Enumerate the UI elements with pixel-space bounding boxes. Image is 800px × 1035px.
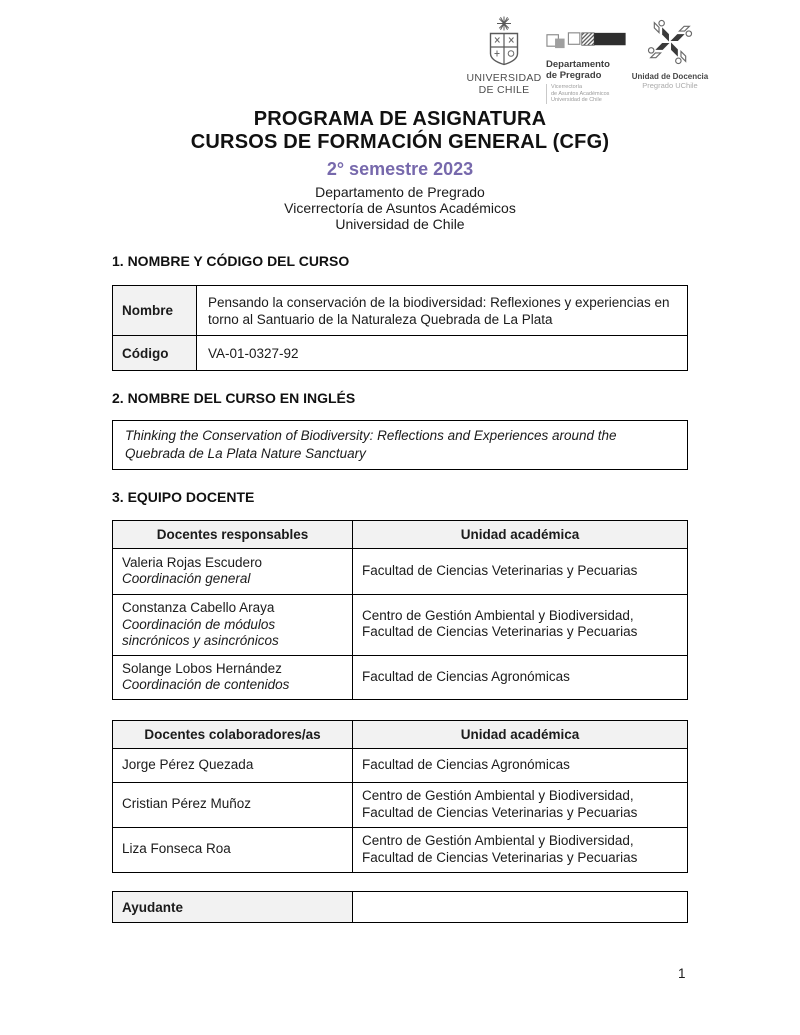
ayudante-label: Ayudante	[113, 892, 353, 923]
pregrado-logo	[546, 29, 628, 104]
nombre-label: Nombre	[113, 286, 197, 336]
docentes-colaboradores-table	[112, 720, 688, 873]
table-row	[113, 336, 688, 371]
table-row	[113, 749, 688, 783]
docente-name: Constanza Cabello Araya	[122, 600, 275, 615]
document-title-line1: PROGRAMA DE ASIGNATURA	[253, 108, 547, 130]
docente-role: Coordinación general	[122, 571, 251, 587]
page-number: 1	[678, 966, 686, 981]
column-header-unidad-academica: Unidad académica	[353, 521, 688, 549]
table-row	[113, 595, 688, 656]
unidad-academica-cell: Centro de Gestión Ambiental y Biodiversidad, Facultad de Ciencias Veterinarias y Pecuarias	[353, 783, 688, 828]
semester-subtitle: 2° semestre 2023	[326, 159, 474, 179]
table-row	[113, 549, 688, 595]
docentes-responsables-table	[112, 520, 688, 700]
docente-name: Cristian Pérez Muñoz	[113, 783, 353, 828]
unidad-academica-cell: Facultad de Ciencias Veterinarias y Pecuarias	[353, 549, 688, 595]
section-1-heading: 1. NOMBRE Y CÓDIGO DEL CURSO	[112, 253, 350, 269]
pregrado-logo-subtext: Vicerrectoría de Asuntos Académicos Universidad de Chile	[546, 84, 609, 104]
docencia-pinwheel-icon	[647, 19, 693, 70]
pregrado-logo-title-line2: de Pregrado	[546, 69, 602, 81]
org-line-universidad: Universidad de Chile	[335, 216, 465, 232]
pregrado-logo-title-line1: Departamento	[546, 59, 610, 70]
table-header-row	[113, 721, 688, 749]
column-header-docentes-responsables: Docentes responsables	[113, 521, 353, 549]
table-row	[113, 828, 688, 873]
ayudante-table	[112, 891, 688, 923]
ayudante-value	[353, 892, 688, 923]
uchile-logo-text-line2: DE CHILE	[478, 83, 530, 96]
unidad-academica-cell: Facultad de Ciencias Agronómicas	[353, 749, 688, 783]
uchile-logo	[462, 16, 546, 96]
docente-role: Coordinación de módulos sincrónicos y asincrónicos	[122, 616, 279, 648]
unidad-academica-cell: Centro de Gestión Ambiental y Biodiversidad, Facultad de Ciencias Veterinarias y Pecuarias	[353, 595, 688, 656]
org-line-departamento: Departamento de Pregrado	[315, 184, 485, 200]
docente-name: Solange Lobos Hernández	[122, 660, 282, 676]
section-2-heading: 2. NOMBRE DEL CURSO EN INGLÉS	[112, 390, 356, 406]
uchile-crest-icon	[477, 16, 531, 71]
unidad-academica-cell: Facultad de Ciencias Agronómicas	[353, 655, 688, 700]
docente-name: Jorge Pérez Quezada	[113, 749, 353, 783]
column-header-unidad-academica: Unidad académica	[353, 721, 688, 749]
table-row	[113, 655, 688, 700]
document-content	[112, 253, 688, 923]
document-title-line2: CURSOS DE FORMACIÓN GENERAL (CFG)	[190, 131, 610, 153]
english-name-box: Thinking the Conservation of Biodiversity: Reflections and Experiences around the Quebrada de La Plata Nature Sanctuary	[112, 420, 688, 470]
column-header-docentes-colaboradores: Docentes colaboradores/as	[113, 721, 353, 749]
course-name-code-table	[112, 285, 688, 371]
docente-role: Coordinación de contenidos	[122, 677, 290, 692]
unidad-academica-cell: Centro de Gestión Ambiental y Biodiversidad, Facultad de Ciencias Veterinarias y Pecuarias	[353, 828, 688, 873]
table-row	[113, 783, 688, 828]
codigo-label: Código	[113, 336, 197, 371]
docencia-logo-text-line1: Unidad de Docencia	[631, 72, 709, 81]
section-3-heading: 3. EQUIPO DOCENTE	[112, 489, 255, 505]
docencia-logo	[628, 19, 712, 90]
nombre-value: Pensando la conservación de la biodiversidad: Reflexiones y experiencias en torno al Santuario de la Naturaleza Quebrada de La Plata	[197, 286, 688, 336]
docente-name: Valeria Rojas Escudero	[122, 554, 263, 570]
docente-name: Liza Fonseca Roa	[113, 828, 353, 873]
docencia-logo-text-line2: Pregrado UChile	[642, 81, 698, 90]
pregrado-squares-icon	[546, 29, 628, 56]
table-row	[113, 892, 688, 923]
header-logos	[462, 16, 712, 104]
org-line-vicerrectoria: Vicerrectoría de Asuntos Académicos	[284, 200, 516, 216]
uchile-logo-text-line1: UNIVERSIDAD	[466, 72, 542, 84]
table-row	[113, 286, 688, 336]
table-header-row	[113, 521, 688, 549]
codigo-value: VA-01-0327-92	[197, 336, 688, 371]
